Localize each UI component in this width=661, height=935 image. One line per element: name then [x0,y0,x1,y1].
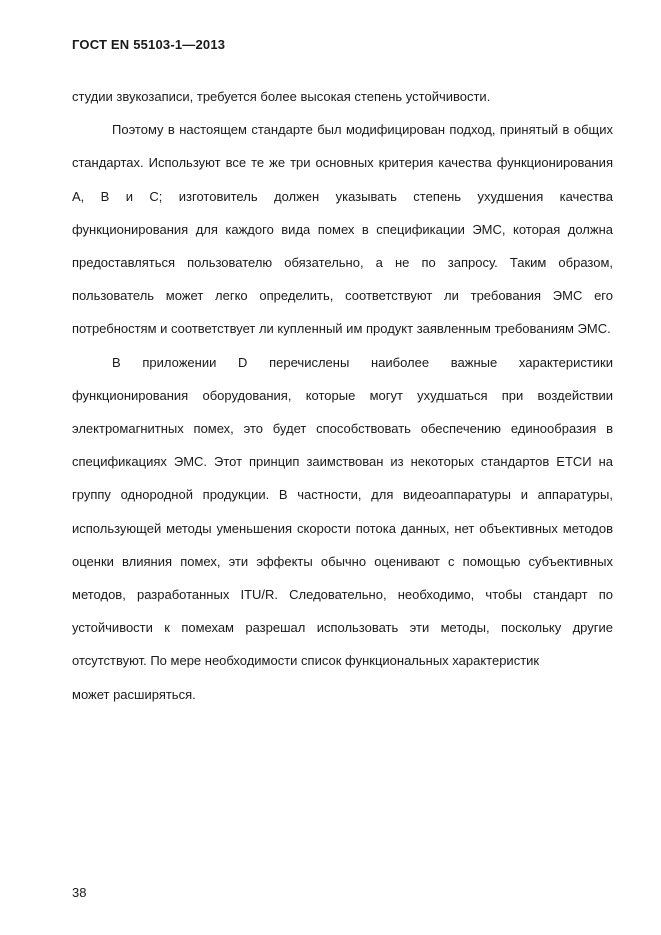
paragraph-continuation: студии звукозаписи, требуется более высокая степень устойчивости. [72,89,491,104]
page-number: 38 [72,885,87,900]
document-body [72,80,613,711]
document-header: ГОСТ EN 55103-1—2013 [72,37,226,52]
paragraph-final-line: может расширяться. [72,686,196,702]
paragraph-annex-d: В приложении D перечислены наиболее важные характеристики функционирования оборудования, которые могут ухудшаться при воздействии электромагнитных помех, это будет способствовать обеспечению единообразия в спецификациях ЭМС. Этот принцип заимствован из некоторых стандартов ETCИ на группу однородной продукции. В частности, для видеоаппаратуры и аппаратуры, использующей методы уменьшения скорости потока данных, нет объективных методов оценки влияния помех, эти эффекты обычно оценивают с помощью субъективных методов, разработанных ITU/R. Следовательно, необходимо, чтобы стандарт по устойчивости к помехам разрешал использовать эти методы, поскольку другие отсутствуют. По мере необходимости список функциональных характеристик [72,354,613,669]
paragraph-approach: Поэтому в настоящем стандарте был модифицирован подход, принятый в общих стандартах. Используют все те же три основных критерия качества функционирования А, В и С; изготовитель должен указывать степень ухудшения качества функционирования для каждого вида помех в спецификации ЭМС, которая должна предоставляться пользователю обязательно, а не по запросу. Таким образом, пользователь может легко определить, соответствуют ли требования ЭМС его потребностям и соответствует ли купленный им продукт заявленным требованиям ЭМС. [72,122,613,337]
